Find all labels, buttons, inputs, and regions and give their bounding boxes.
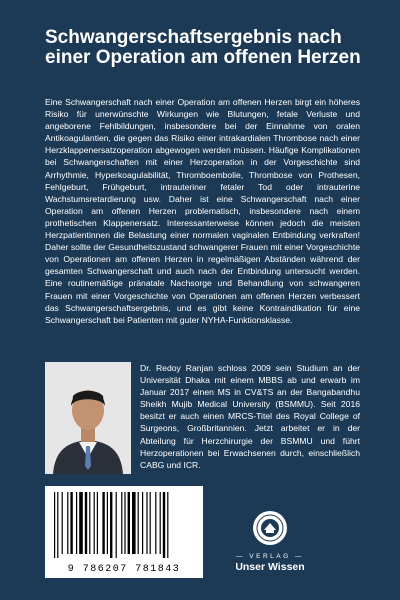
author-portrait-image bbox=[45, 362, 131, 474]
publisher-logo bbox=[230, 510, 310, 573]
barcode-bars bbox=[52, 492, 196, 558]
book-title: Schwangerschaftsergebnis nach einer Operation am offenen Herzen bbox=[45, 27, 361, 68]
isbn-barcode bbox=[45, 486, 203, 578]
author-photo bbox=[45, 362, 131, 474]
author-bio: Dr. Redoy Ranjan schloss 2009 sein Studium an der Universität Dhaka mit einem MBBS ab und erwarb im Januar 2017 einen MS in CV&TS an der Bangabandhu Sheikh Mujib Medical University (BSMMU). Seit 2016 besitzt er auch einen MRCS-Titel des Royal College of Surgeons, Großbritannien. Jetzt arbeitet er in der Abteilung für Herzchirurgie der BSMMU und führt Herzoperationen bei Erwachsenen durch, einschließlich CABG und ICR. bbox=[140, 363, 360, 470]
publisher-verlag-label: — VERLAG — bbox=[236, 553, 304, 560]
book-abstract: Eine Schwangerschaft nach einer Operation am offenen Herzen birgt ein höheres Risiko für unerwünschte Wirkungen wie Blutungen, fetale Verluste und angeborene Fehlbildungen, insbesondere bei der Einnahme von oralen Antikoagulantien, die gegen das Risiko einer intrakardialen Thrombose nach einer Herzklappenersatzoperation abgewogen werden müssen. Häufige Komplikationen bei Schwangerschaften mit einer Herzoperation in der Vorgeschichte sind Arrhythmie, Hyperkoagulabilität, Thromboembolie, Thrombose von Prothesen, Fehlgeburt, Frühgeburt, intrauteriner fetaler Tod oder intrauterine Wachstumsretardierung usw. Daher ist eine Schwangerschaft nach einer Operation am offenen Herzen problematisch, insbesondere nach einem prothetischen Klappenersatz. Interessanterweise können jedoch die meisten Herzpatientinnen die Belastung einer normalen vaginalen Entbindung verkraften! Daher sollte der Gesundheitszustand schwangerer Frauen mit einer Vorgeschichte von Operationen am offenen Herzen in regelmäßigen Abständen während der gesamten Schwangerschaft und auch nach der Entbindung untersucht werden. Eine routinemäßige pränatale Nachsorge und Behandlung von schwangeren Frauen mit einer Vorgeschichte von Operationen am offenen Herzen verbessert das Schwangerschaftsergebnis, und es gibt keine Kontraindikation für eine Schwangerschaft bei Patienten mit guter NYHA-Funktionsklasse. bbox=[45, 97, 360, 325]
publisher-name: Unser Wissen bbox=[235, 561, 305, 573]
isbn-number: 9 786207 781843 bbox=[67, 564, 181, 575]
publisher-seal-icon bbox=[252, 510, 288, 546]
